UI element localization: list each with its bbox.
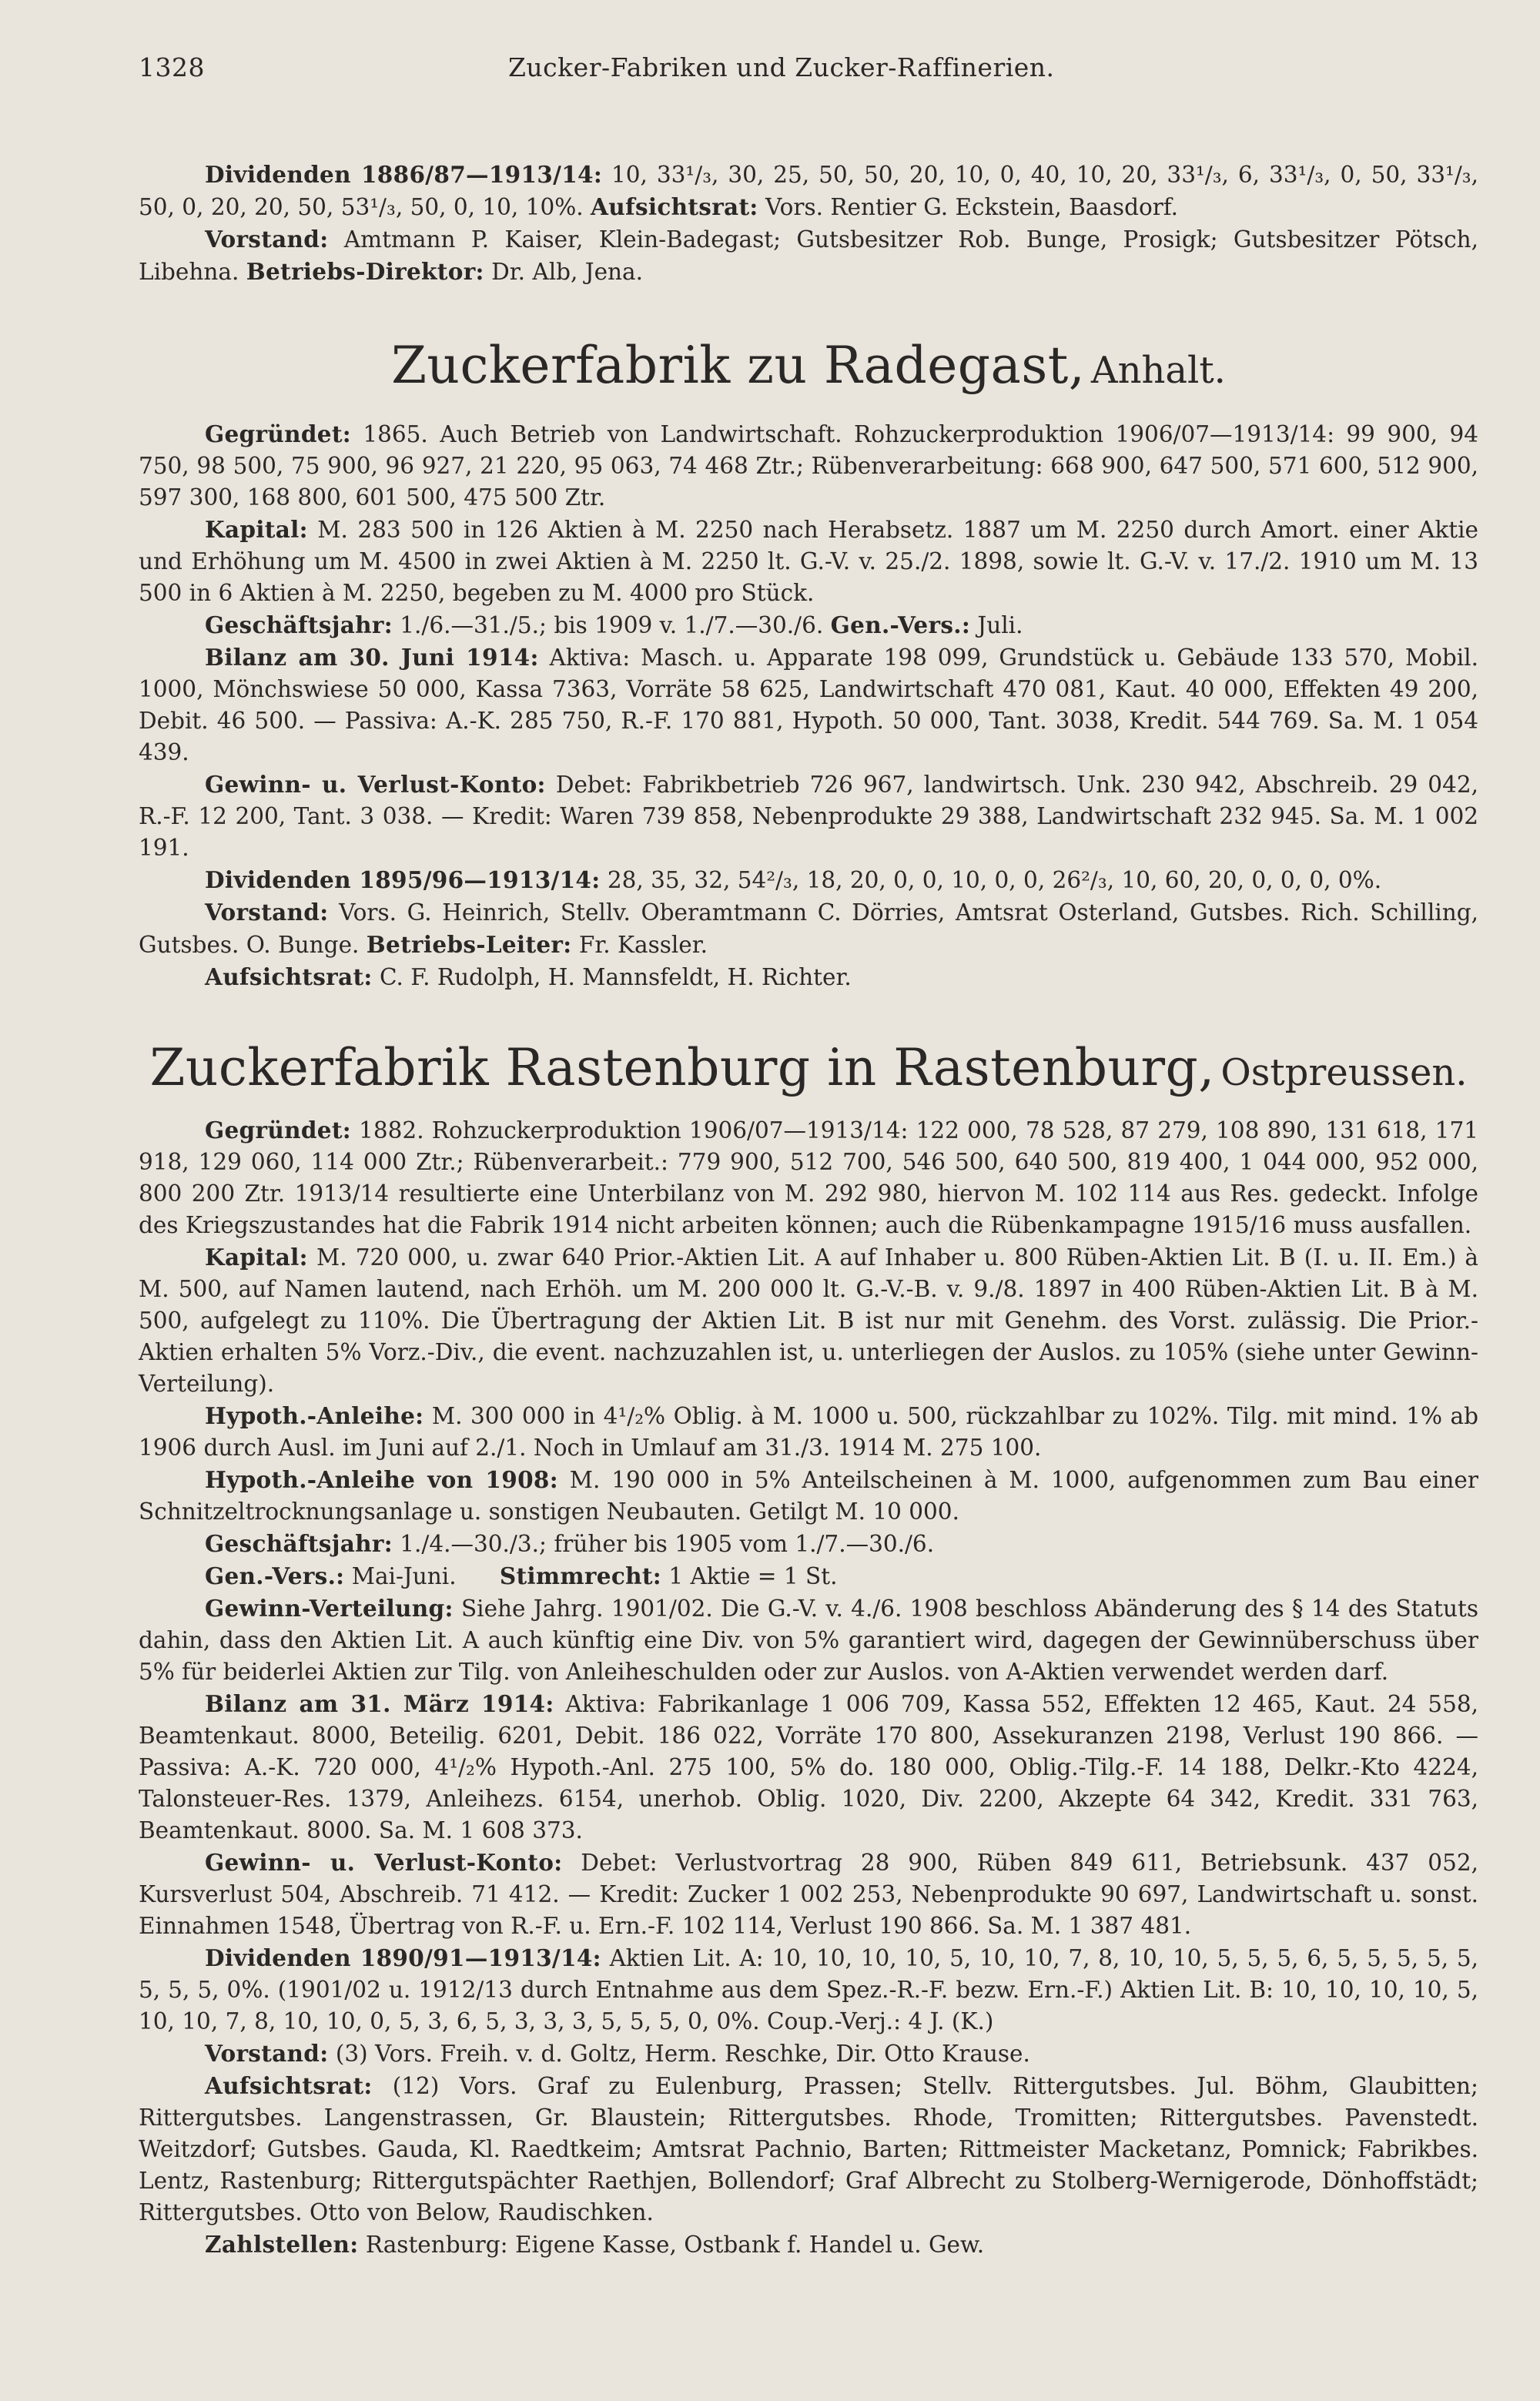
page-number: 1328	[139, 52, 205, 82]
radegast-pl-label: Gewinn- u. Verlust-Konto:	[205, 771, 546, 798]
entry-radegast	[139, 336, 1478, 993]
radegast-title	[139, 336, 1478, 395]
radegast-capital	[139, 514, 1478, 609]
radegast-founded-label: Gegründet:	[205, 420, 351, 447]
rastenburg-mortgage-label: Hypoth.-Anleihe:	[205, 1402, 424, 1429]
rastenburg-founded-label: Gegründet:	[205, 1117, 351, 1144]
rastenburg-paying-agents	[139, 2229, 1478, 2261]
rastenburg-capital-label: Kapital:	[205, 1244, 308, 1271]
radegast-board-text: Vors. G. Heinrich, Stellv. Oberamtmann C. Dörries, Amtsrat Osterland, Gutsbes. Rich. Schilling, Gutsbes. O. Bunge.	[139, 899, 1478, 958]
rastenburg-title	[139, 1038, 1478, 1097]
radegast-dividends-text: 28, 35, 32, 54²/₃, 18, 20, 0, 0, 10, 0, 0, 26²/₃, 10, 60, 20, 0, 0, 0, 0%.	[607, 867, 1382, 893]
rastenburg-dividends-text: Aktien Lit. A: 10, 10, 10, 10, 5, 10, 10, 7, 8, 10, 10, 5, 5, 5, 6, 5, 5, 5, 5, 5, 5, 5, 5, 0%. (1901/02 u. 1912/13 durch Entnahme aus dem Spez.-R.-F. bezw. Ern.-F.) Aktien Lit. B: 10, 10, 10, 10, 5, 10, 10, 7, 8, 10, 10, 0, 5, 3, 6, 5, 3, 3, 3, 5, 5, 5, 0, 0%. Coup.-Verj.: 4 J. (K.)	[139, 1945, 1478, 2034]
radegast-pl-text: Debet: Fabrikbetrieb 726 967, landwirtsch. Unk. 230 942, Abschreib. 29 042, R.-F. 12 200, Tant. 3 038. — Kredit: Waren 739 858, Nebenprodukte 29 388, Landwirtschaft 232 945. Sa. M. 1 002 191.	[139, 772, 1478, 861]
radegast-balance-text: Aktiva: Masch. u. Apparate 198 099, Grundstück u. Gebäude 133 570, Mobil. 1000, Mönchswiese 50 000, Kassa 7363, Vorräte 58 625, Landwirtschaft 470 081, Kaut. 40 000, Effekten 49 200, Debit. 46 500. — Passiva: A.-K. 285 750, R.-F. 170 881, Hypoth. 50 000, Tant. 3038, Kredit. 544 769. Sa. M. 1 054 439.	[139, 645, 1478, 765]
rastenburg-supervisory	[139, 2070, 1478, 2229]
radegast-board	[139, 896, 1478, 961]
radegast-balance	[139, 641, 1478, 769]
prev-supervisory-text: Vors. Rentier G. Eckstein, Baasdorf.	[765, 194, 1179, 220]
radegast-fiscal-text: 1./6.—31./5.; bis 1909 v. 1./7.—30./6.	[400, 612, 824, 638]
rastenburg-dividends-label: Dividenden 1890/91—1913/14:	[205, 1944, 601, 1971]
radegast-balance-label: Bilanz am 30. Juni 1914:	[205, 644, 539, 671]
radegast-board-label: Vorstand:	[205, 899, 329, 926]
rastenburg-meeting-text: Mai-Juni.	[351, 1563, 457, 1589]
rastenburg-profit-distribution	[139, 1592, 1478, 1688]
radegast-manager-text: Fr. Kassler.	[578, 932, 708, 958]
rastenburg-title-region: Ostpreussen.	[1220, 1051, 1468, 1094]
radegast-title-region: Anhalt.	[1090, 349, 1226, 392]
radegast-dividends-label: Dividenden 1895/96—1913/14:	[205, 866, 601, 893]
rastenburg-mortgage-1908	[139, 1464, 1478, 1528]
prev-director-label: Betriebs-Direktor:	[246, 258, 484, 285]
rastenburg-balance-text: Aktiva: Fabrikanlage 1 006 709, Kassa 552, Effekten 12 465, Kaut. 24 558, Beamtenkaut. 8000, Beteilig. 6201, Debit. 186 022, Vorräte 170 800, Assekuranzen 2198, Verlust 190 866. — Passiva: A.-K. 720 000, 4¹/₂% Hypoth.-Anl. 275 100, 5% do. 180 000, Oblig.-Tilg.-F. 14 188, Delkr.-Kto 4224, Talonsteuer-Res. 1379, Anleihezs. 6154, unerhob. Oblig. 1020, Div. 2200, Akzepte 64 342, Kredit. 331 763, Beamtenkaut. 8000. Sa. M. 1 608 373.	[139, 1691, 1478, 1843]
rastenburg-meeting-label: Gen.-Vers.:	[205, 1562, 345, 1589]
radegast-supervisory	[139, 961, 1478, 993]
radegast-manager-label: Betriebs-Leiter:	[366, 931, 572, 958]
rastenburg-board	[139, 2038, 1478, 2070]
prev-director-text: Dr. Alb, Jena.	[491, 259, 644, 285]
rastenburg-capital	[139, 1241, 1478, 1400]
rastenburg-meeting	[139, 1560, 1478, 1592]
prev-supervisory-label: Aufsichtsrat:	[591, 193, 758, 220]
rastenburg-pl-label: Gewinn- u. Verlust-Konto:	[205, 1849, 563, 1876]
rastenburg-dividends	[139, 1942, 1478, 2038]
radegast-supervisory-text: C. F. Rudolph, H. Mannsfeldt, H. Richter.	[379, 964, 852, 990]
rastenburg-fiscal-label: Geschäftsjahr:	[205, 1530, 393, 1557]
radegast-dividends	[139, 864, 1478, 896]
rastenburg-mortgage-text: M. 300 000 in 4¹/₂% Oblig. à M. 1000 u. 500, rückzahlbar zu 102%. Tilg. mit mind. 1% ab 1906 durch Ausl. im Juni auf 2./1. Noch in Umlauf am 31./3. 1914 M. 275 100.	[139, 1403, 1478, 1461]
radegast-fiscal-label: Geschäftsjahr:	[205, 611, 393, 638]
rastenburg-vote-label: Stimmrecht:	[499, 1562, 661, 1589]
rastenburg-paying-label: Zahlstellen:	[205, 2231, 359, 2258]
rastenburg-balance	[139, 1688, 1478, 1847]
entry-rastenburg	[139, 1038, 1478, 2261]
prev-board-text: Amtmann P. Kaiser, Klein-Badegast; Gutsbesitzer Rob. Bunge, Prosigk; Gutsbesitzer Pötsch, Libehna.	[139, 226, 1478, 285]
rastenburg-pl-text: Debet: Verlustvortrag 28 900, Rüben 849 611, Betriebsunk. 437 052, Kursverlust 504, Abschreib. 71 412. — Kredit: Zucker 1 002 253, Nebenprodukte 90 697, Landwirtschaft u. sonst. Einnahmen 1548, Übertrag von R.-F. u. Ern.-F. 102 114, Verlust 190 866. Sa. M. 1 387 481.	[139, 1850, 1478, 1939]
prev-dividends-text: 10, 33¹/₃, 30, 25, 50, 50, 20, 10, 0, 40, 10, 20, 33¹/₃, 6, 33¹/₃, 0, 50, 33¹/₃, 50, 0, 20, 20, 50, 53¹/₃, 50, 0, 10, 10%.	[139, 162, 1478, 220]
rastenburg-mortgage2-text: M. 190 000 in 5% Anteilscheinen à M. 1000, aufgenommen zum Bau einer Schnitzeltrocknungsanlage u. sonstigen Neubauten. Getilgt M. 10 000.	[139, 1467, 1478, 1525]
prev-board	[139, 223, 1478, 288]
radegast-meeting-text: Juli.	[977, 612, 1023, 638]
prev-dividends	[139, 159, 1478, 223]
rastenburg-pl	[139, 1847, 1478, 1942]
previous-entry	[139, 159, 1478, 288]
radegast-supervisory-label: Aufsichtsrat:	[205, 963, 373, 990]
page-header	[139, 48, 1478, 94]
rastenburg-founded	[139, 1114, 1478, 1241]
radegast-pl	[139, 769, 1478, 864]
rastenburg-mortgage2-label: Hypoth.-Anleihe von 1908:	[205, 1466, 558, 1493]
rastenburg-profit-dist-text: Siehe Jahrg. 1901/02. Die G.-V. v. 4./6. 1908 beschloss Abänderung des § 14 des Statuts dahin, dass den Aktien Lit. A auch künftig eine Div. von 5% garantiert wird, dagegen der Gewinnüberschuss über 5% für beiderlei Aktien zur Tilg. von Anleiheschulden oder zur Auslos. von A-Aktien verwendet werden darf.	[139, 1596, 1478, 1685]
rastenburg-capital-text: M. 720 000, u. zwar 640 Prior.-Aktien Lit. A auf Inhaber u. 800 Rüben-Aktien Lit. B (I. u. II. Em.) à M. 500, auf Namen lautend, nach Erhöh. um M. 200 000 lt. G.-V.-B. v. 9./8. 1897 in 400 Rüben-Aktien Lit. B à M. 500, aufgelegt zu 110%. Die Übertragung der Aktien Lit. B ist nur mit Genehm. des Vorst. zulässig. Die Prior.-Aktien erhalten 5% Vorz.-Div., die event. nachzuzahlen ist, u. unterliegen der Auslos. zu 105% (siehe unter Gewinn-Verteilung).	[139, 1244, 1478, 1397]
radegast-fiscal	[139, 609, 1478, 641]
rastenburg-profit-dist-label: Gewinn-Verteilung:	[205, 1595, 454, 1622]
prev-dividends-label: Dividenden 1886/87—1913/14:	[205, 161, 603, 188]
rastenburg-mortgage	[139, 1400, 1478, 1464]
rastenburg-fiscal-text: 1./4.—30./3.; früher bis 1905 vom 1./7.—30./6.	[400, 1531, 935, 1557]
radegast-title-main: Zuckerfabrik zu Radegast,	[391, 336, 1086, 395]
radegast-capital-text: M. 283 500 in 126 Aktien à M. 2250 nach Herabsetz. 1887 um M. 2250 durch Amort. einer Aktie und Erhöhung um M. 4500 in zwei Aktien à M. 2250 lt. G.-V. v. 25./2. 1898, sowie lt. G.-V. v. 17./2. 1910 um M. 13 500 in 6 Aktien à M. 2250, begeben zu M. 4000 pro Stück.	[139, 517, 1478, 606]
radegast-capital-label: Kapital:	[205, 516, 308, 543]
rastenburg-board-text: (3) Vors. Freih. v. d. Goltz, Herm. Reschke, Dir. Otto Krause.	[335, 2041, 1030, 2067]
rastenburg-title-main: Zuckerfabrik Rastenburg in Rastenburg,	[149, 1038, 1215, 1097]
prev-board-label: Vorstand:	[205, 226, 329, 253]
rastenburg-vote-text: 1 Aktie = 1 St.	[668, 1563, 838, 1589]
rastenburg-balance-label: Bilanz am 31. März 1914:	[205, 1690, 554, 1717]
radegast-founded	[139, 418, 1478, 514]
rastenburg-supervisory-text: (12) Vors. Graf zu Eulenburg, Prassen; Stellv. Rittergutsbes. Jul. Böhm, Glaubitten; Rittergutsbes. Langenstrassen, Gr. Blaustein; Rittergutsbes. Rhode, Tromitten; Rittergutsbes. Pavenstedt. Weitzdorf; Gutsbes. Gauda, Kl. Raedtkeim; Amtsrat Pachnio, Barten; Rittmeister Macketanz, Pomnick; Fabrikbes. Lentz, Rastenburg; Rittergutspächter Raethjen, Bollendorf; Graf Albrecht zu Stolberg-Wernigerode, Dönhoffstädt; Rittergutsbes. Otto von Below, Raudischken.	[139, 2073, 1478, 2225]
rastenburg-fiscal	[139, 1528, 1478, 1560]
radegast-founded-text: 1865. Auch Betrieb von Landwirtschaft. Rohzuckerproduktion 1906/07—1913/14: 99 900, 94 750, 98 500, 75 900, 96 927, 21 220, 95 063, 74 468 Ztr.; Rübenverarbeitung: 668 900, 647 500, 571 600, 512 900, 597 300, 168 800, 601 500, 475 500 Ztr.	[139, 421, 1478, 511]
running-title: Zucker-Fabriken und Zucker-Raffinerien.	[508, 52, 1055, 82]
radegast-meeting-label: Gen.-Vers.:	[830, 611, 971, 638]
rastenburg-founded-text: 1882. Rohzuckerproduktion 1906/07—1913/14: 122 000, 78 528, 87 279, 108 890, 131 618, 171 918, 129 060, 114 000 Ztr.; Rübenverarbeit.: 779 900, 512 700, 546 500, 640 500, 819 400, 1 044 000, 952 000, 800 200 Ztr. 1913/14 resultierte eine Unterbilanz von M. 292 980, hiervon M. 102 114 aus Res. gedeckt. Infolge des Kriegszustandes hat die Fabrik 1914 nicht arbeiten können; auch die Rübenkampagne 1915/16 muss ausfallen.	[139, 1117, 1478, 1238]
rastenburg-paying-text: Rastenburg: Eigene Kasse, Ostbank f. Handel u. Gew.	[365, 2232, 985, 2258]
rastenburg-board-label: Vorstand:	[205, 2040, 329, 2067]
rastenburg-supervisory-label: Aufsichtsrat:	[205, 2072, 373, 2099]
